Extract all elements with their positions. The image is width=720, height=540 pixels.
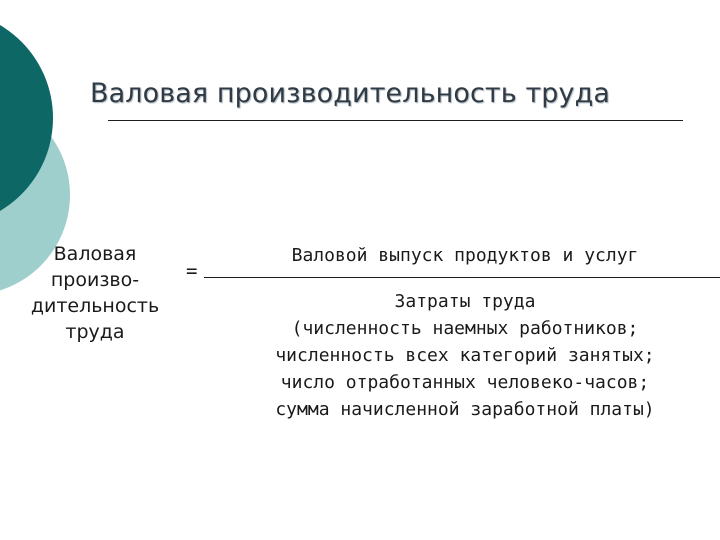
lhs-line: Валовая <box>53 243 137 265</box>
formula-denominator <box>215 288 715 423</box>
fraction-bar <box>204 277 720 278</box>
denominator-line: сумма начисленной заработной платы) <box>275 399 655 420</box>
denominator-line: Затраты труда <box>394 291 536 312</box>
title-underline <box>108 120 683 121</box>
formula-numerator: Валовой выпуск продуктов и услуг <box>291 245 639 266</box>
slide-title: Валовая производительность труда <box>90 78 610 109</box>
denominator-line: (численность наемных работников; <box>291 318 639 339</box>
lhs-line: труда <box>65 321 125 343</box>
equals-sign: = <box>186 260 198 282</box>
lhs-line: произво- <box>50 269 140 291</box>
denominator-line: численность всех категорий занятых; <box>275 345 655 366</box>
formula-lhs <box>5 241 185 345</box>
denominator-line: число отработанных человеко-часов; <box>280 372 650 393</box>
lhs-line: дительность <box>30 295 160 317</box>
